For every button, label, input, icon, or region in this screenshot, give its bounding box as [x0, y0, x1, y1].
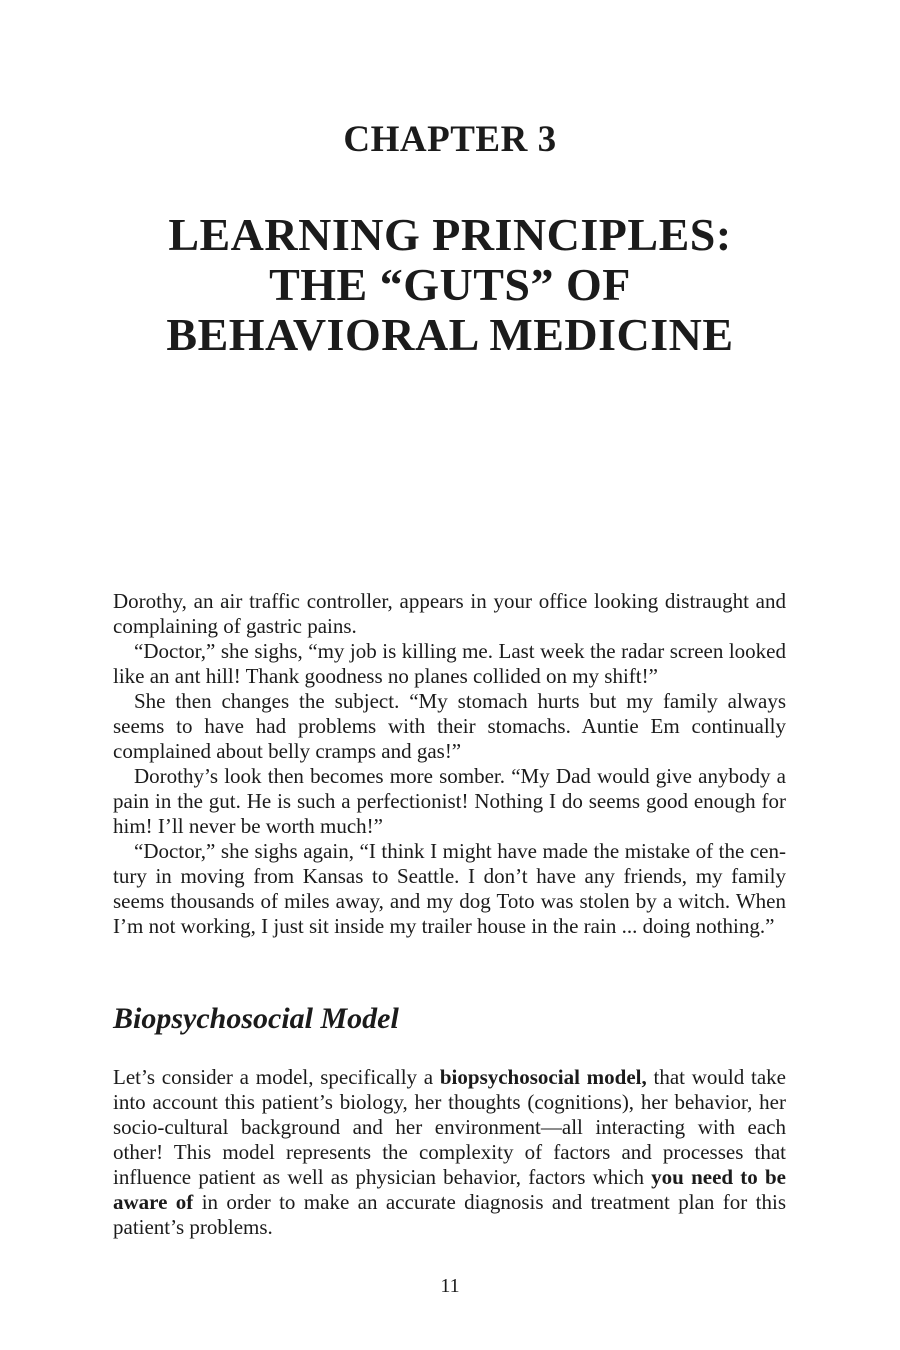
- text-segment: Dorothy, an air traffic controller, appears in your office looking distraught and complaining of gastric pains.: [113, 589, 786, 638]
- chapter-title-line-2: THE “GUTS” OF: [269, 259, 631, 310]
- text-segment: Let’s consider a model, specifically a: [113, 1065, 440, 1089]
- paragraph: [113, 689, 786, 764]
- text-segment: that would take into account this patient’s biology, her thoughts (cognitions), her behavior, her socio-cultural background and her environment—all interacting with each other! This model represents the complexity of factors and processes that influence patient as well as physician behavior, factors which: [113, 1065, 786, 1189]
- chapter-number: CHAPTER 3: [343, 119, 557, 160]
- paragraph: [113, 1065, 786, 1240]
- paragraph: [113, 589, 786, 639]
- section-text: [113, 1065, 786, 1240]
- page-number: 11: [440, 1275, 460, 1297]
- paragraph: [113, 639, 786, 689]
- chapter-title-line-3: BEHAVIORAL MEDICINE: [166, 309, 734, 360]
- intro-text: [113, 589, 786, 939]
- text-segment: “Doctor,” she sighs again, “I think I might have made the mistake of the century in moving from Kansas to Seattle. I don’t have any friends, my family seems thousands of miles away, and my dog Toto was stolen by a witch. When I’m not working, I just sit inside my trailer house in the rain ... doing nothing.”: [113, 839, 786, 938]
- paragraph: [113, 839, 786, 939]
- text-segment: Dorothy’s look then becomes more somber. “My Dad would give anybody a pain in the gut. He is such a perfectionist! Nothing I do seems good enough for him! I’ll never be worth much!”: [113, 764, 786, 838]
- section-heading: Biopsychosocial Model: [113, 1002, 399, 1035]
- bold-text-segment: you need to be aware of: [113, 1165, 786, 1214]
- paragraph: [113, 764, 786, 839]
- chapter-title: [0, 210, 900, 360]
- bold-text-segment: biopsychosocial model,: [439, 1065, 647, 1089]
- text-segment: “Doctor,” she sighs, “my job is killing me. Last week the radar screen looked like an ant hill! Thank goodness no planes collided on my shift!”: [113, 639, 786, 688]
- text-segment: She then changes the subject. “My stomach hurts but my family always seems to have had problems with their stomachs. Auntie Em continually complained about belly cramps and gas!”: [113, 689, 786, 763]
- chapter-title-line-1: LEARNING PRINCIPLES:: [168, 209, 732, 260]
- text-segment: in order to make an accurate diagnosis and treatment plan for this patient’s problems.: [113, 1190, 787, 1239]
